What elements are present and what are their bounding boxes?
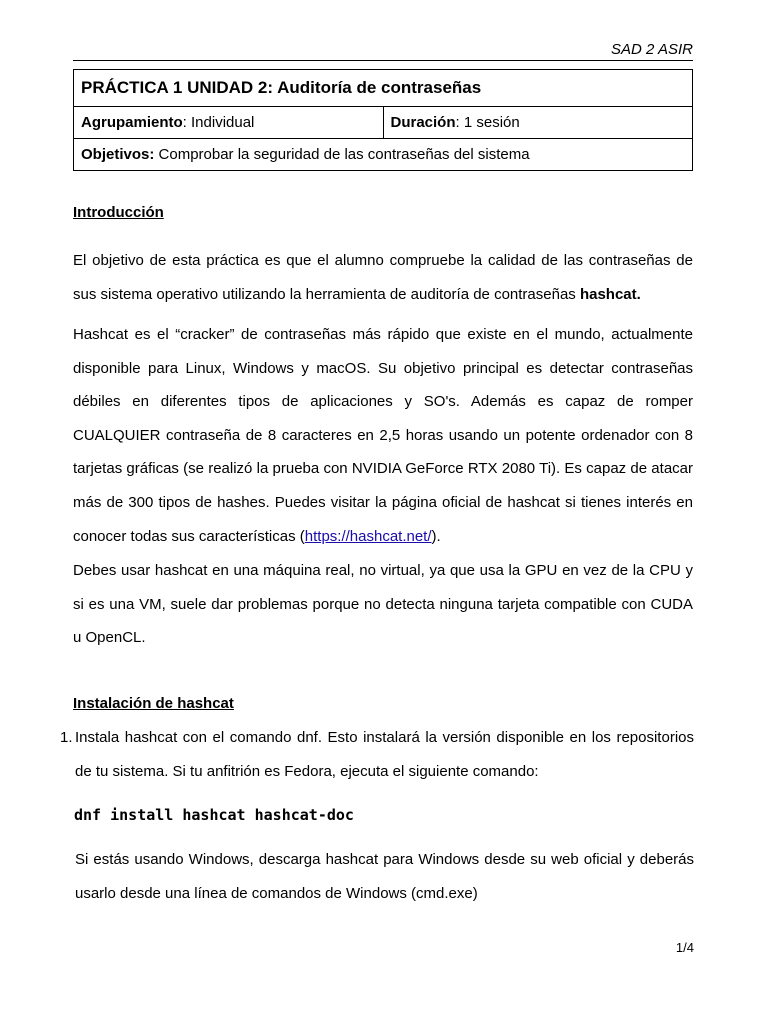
header-rule [73,60,693,61]
install-heading: Instalación de hashcat [73,695,234,712]
practice-info-table [73,69,693,171]
intro-p2-text: Hashcat es el “cracker” de contraseñas más rápido que existe en el mundo, actualmente disponible para Linux, Windows y macOS. Su objetivo principal es detectar contraseñas débiles en diferentes tipos de aplicaciones y SO's. Además es capaz de romper CUALQUIER contraseña de 8 caracteres en 2,5 horas usando un potente ordenador con 8 tarjetas gráficas (se realizó la prueba con NVIDIA GeForce RTX 2080 Ti). Es capaz de atacar más de 300 tipos de hashes. Puedes visitar la página oficial de hashcat si tienes interés en conocer todas sus características ( [73,326,693,545]
objectives-label: Objetivos: [81,146,155,163]
grouping-cell [74,107,384,139]
objectives-value: Comprobar la seguridad de las contraseñas del sistema [154,146,530,163]
install-step-1 [60,721,694,789]
duration-value: : 1 sesión [455,114,520,131]
windows-note: Si estás usando Windows, descarga hashcat para Windows desde su web oficial y deberás usarlo desde una línea de comandos de Windows (cmd.exe) [75,851,694,902]
intro-paragraph-3: Debes usar hashcat en una máquina real, no virtual, ya que usa la GPU en vez de la CPU y si es una VM, suele dar problemas porque no detecta ninguna tarjeta compatible con CUDA u OpenCL. [73,562,693,647]
intro-p1-text: El objetivo de esta práctica es que el alumno compruebe la calidad de las contraseñas de sus sistema operativo utilizando la herramienta de auditoría de contraseñas [73,252,693,303]
intro-paragraph-1 [73,244,693,311]
grouping-value: : Individual [182,114,255,131]
header-course: SAD 2 ASIR [611,41,693,58]
hashcat-link[interactable]: https://hashcat.net/ [304,527,432,545]
grouping-label: Agrupamiento [81,114,183,131]
intro-p2-end: ). [431,527,441,545]
page-number: 1/4 [675,940,694,955]
duration-cell [383,107,693,139]
objectives-cell [74,139,693,171]
intro-p1-bold: hashcat. [579,285,641,303]
duration-label: Duración [390,114,456,131]
practice-title: PRÁCTICA 1 UNIDAD 2: Auditoría de contraseñas [74,70,693,107]
install-command: dnf install hashcat hashcat-doc [74,806,354,824]
intro-heading: Introducción [73,204,164,221]
step-number: 1. [60,729,73,746]
intro-paragraph-2 [73,318,693,553]
step-text: Instala hashcat con el comando dnf. Esto instalará la versión disponible en los repositorios de tu sistema. Si tu anfitrión es Fedora, ejecuta el siguiente comando: [75,729,694,780]
